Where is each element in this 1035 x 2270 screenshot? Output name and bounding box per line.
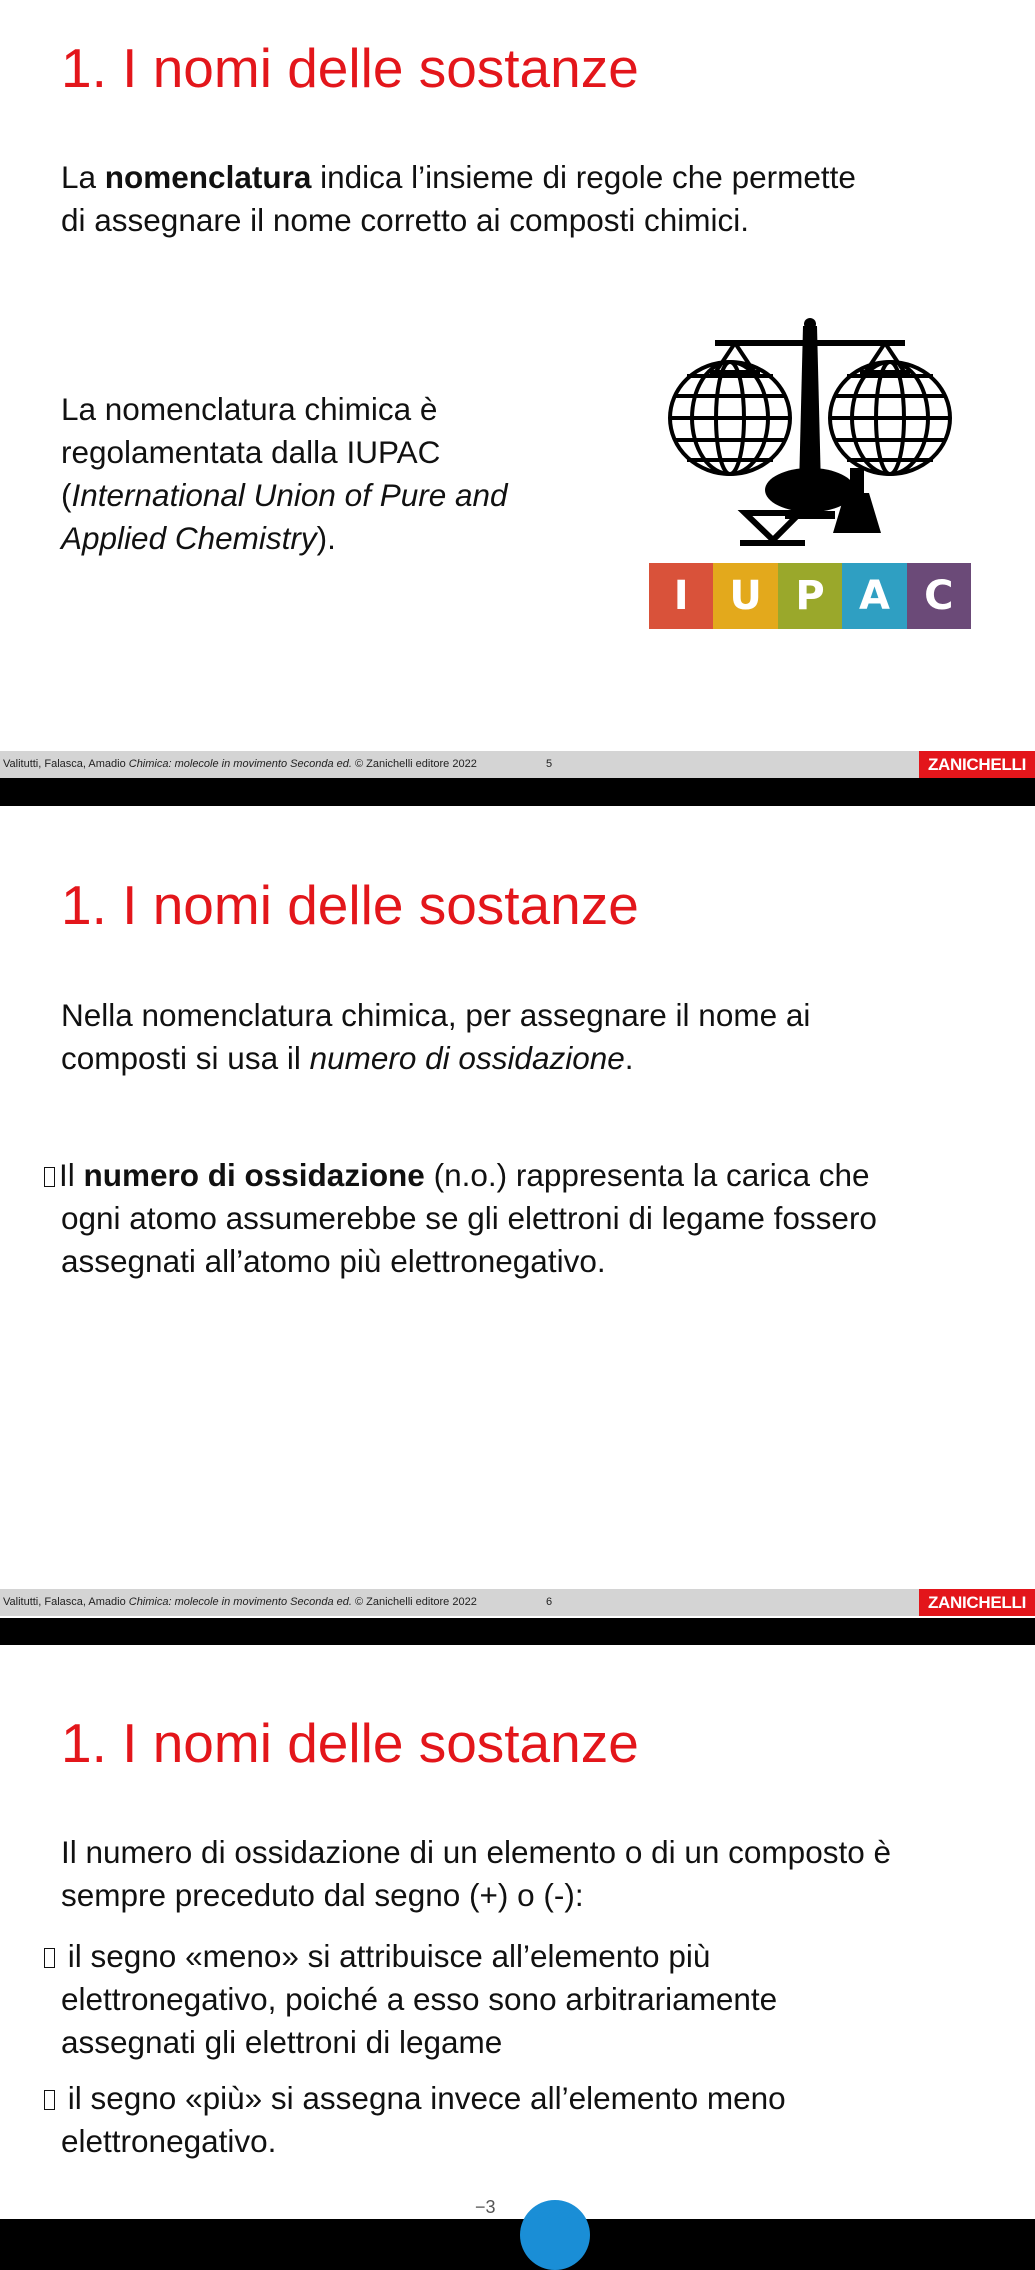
oxidation-definition — [44, 1154, 1015, 1283]
iupac-logo — [645, 318, 975, 633]
footer-credit — [3, 1589, 477, 1616]
text-fragment: . — [624, 1040, 634, 1076]
bullet-icon — [44, 1167, 55, 1187]
logo-letter: A — [842, 563, 906, 629]
scroll-indicator[interactable] — [520, 2200, 590, 2270]
footer-book: Chimica: molecole in movimento Seconda ed. — [128, 1596, 352, 1608]
italic-text: Applied Chemistry — [61, 520, 317, 556]
text-fragment: sempre preceduto dal segno (+) o (-): — [61, 1877, 584, 1913]
slide-number: 6 — [546, 1596, 553, 1608]
iupac-emblem-icon — [645, 318, 975, 563]
footer-authors: Valitutti, Falasca, Amadio — [3, 1596, 129, 1608]
text-fragment: La — [61, 159, 105, 195]
text-fragment: elettronegativo. — [61, 2123, 277, 2159]
text-fragment: indica l’insieme di regole che permette — [311, 159, 856, 195]
bold-term: numero di ossidazione — [83, 1157, 425, 1193]
footer-book: Chimica: molecole in movimento Seconda ed. — [128, 758, 352, 770]
text-fragment: assegnati all’atomo più elettronegativo. — [61, 1243, 606, 1279]
logo-letter: C — [907, 563, 971, 629]
iupac-wordmark — [649, 563, 971, 629]
text-fragment: il segno «meno» si attribuisce all’elemento più — [59, 1938, 711, 1974]
slide-6 — [0, 806, 1035, 1618]
oxidation-intro — [61, 994, 1015, 1080]
footer-publisher: © Zanichelli editore 2022 — [351, 1596, 477, 1608]
zanichelli-logo: ZANICHELLI — [919, 1589, 1035, 1616]
bullet-icon — [44, 1948, 55, 1968]
text-fragment: elettronegativo, poiché a esso sono arbitrariamente — [61, 1981, 778, 2017]
slide-title: 1. I nomi delle sostanze — [61, 37, 639, 99]
text-fragment: ). — [316, 520, 336, 556]
page-counter: −3 — [475, 2197, 496, 2217]
slide-title: 1. I nomi delle sostanze — [61, 1712, 639, 1774]
text-fragment: assegnati gli elettroni di legame — [61, 2024, 503, 2060]
bullet-icon — [44, 2090, 55, 2110]
slide-5 — [0, 0, 1035, 778]
sign-rule-intro — [61, 1831, 1015, 1917]
iupac-paragraph — [61, 388, 621, 560]
slide-7 — [0, 1645, 1035, 2219]
text-fragment: regolamentata dalla IUPAC — [61, 434, 441, 470]
slide-title: 1. I nomi delle sostanze — [61, 874, 639, 936]
bullet-plus-sign — [44, 2077, 1015, 2163]
logo-letter: P — [778, 563, 842, 629]
text-fragment: di assegnare il nome corretto ai composti chimici. — [61, 202, 750, 238]
text-fragment: Il numero di ossidazione di un elemento o di un composto è — [61, 1834, 891, 1870]
text-fragment: Nella nomenclatura chimica, per assegnare il nome ai — [61, 997, 811, 1033]
text-fragment: (n.o.) rappresenta la carica che — [424, 1157, 870, 1193]
zanichelli-logo: ZANICHELLI — [919, 751, 1035, 778]
text-fragment: ( — [61, 477, 72, 513]
italic-text: numero di ossidazione — [309, 1040, 625, 1076]
slide-footer — [0, 1589, 1035, 1616]
text-fragment: il segno «più» si assegna invece all’elemento meno — [59, 2080, 786, 2116]
text-fragment: Il — [59, 1157, 84, 1193]
nomenclature-definition — [61, 156, 1015, 242]
logo-letter: U — [713, 563, 777, 629]
footer-publisher: © Zanichelli editore 2022 — [351, 758, 477, 770]
logo-letter: I — [649, 563, 713, 629]
bullet-minus-sign — [44, 1935, 1015, 2064]
footer-credit — [3, 751, 477, 778]
italic-text: International Union of Pure and — [71, 477, 508, 513]
text-fragment: ogni atomo assumerebbe se gli elettroni di legame fossero — [61, 1200, 877, 1236]
bold-term: nomenclatura — [104, 159, 312, 195]
slide-footer — [0, 751, 1035, 778]
text-fragment: La nomenclatura chimica è — [61, 391, 438, 427]
text-fragment: composti si usa il — [61, 1040, 310, 1076]
footer-authors: Valitutti, Falasca, Amadio — [3, 758, 129, 770]
slide-number: 5 — [546, 758, 553, 770]
